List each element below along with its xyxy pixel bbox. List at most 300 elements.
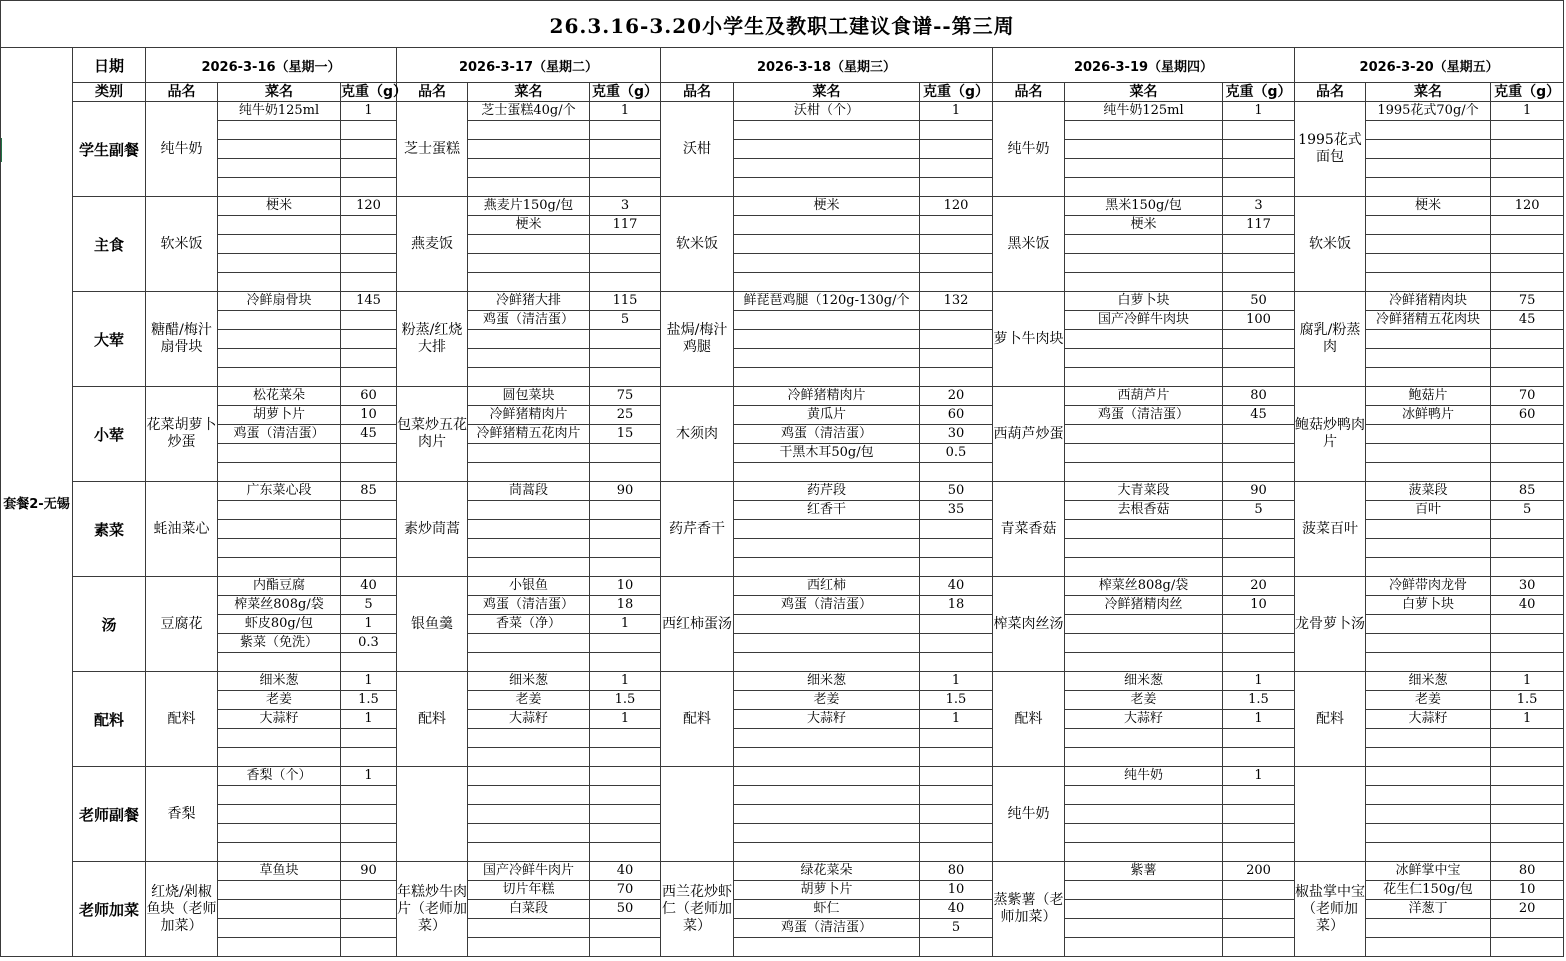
- ingredient-weight: [341, 349, 397, 368]
- ingredient-weight: [1223, 881, 1295, 900]
- menu-row: [1, 102, 1564, 121]
- dish-name: 菠菜百叶: [1295, 482, 1366, 577]
- dish-name: 豆腐花: [146, 577, 218, 672]
- ingredient-weight: [590, 349, 661, 368]
- ingredient-name: 冷鲜猪精肉片: [468, 406, 590, 425]
- ingredient-weight: 10: [920, 881, 993, 900]
- ingredient-name: 西红柿: [734, 577, 920, 596]
- column-header-dish: 品名: [146, 83, 218, 102]
- ingredient-name: 细米葱: [1366, 672, 1491, 691]
- ingredient-name: 梗米: [734, 197, 920, 216]
- ingredient-name: [1366, 558, 1491, 577]
- ingredient-name: 冷鲜猪精肉块: [1366, 292, 1491, 311]
- ingredient-name: 老姜: [468, 691, 590, 710]
- ingredient-weight: [1223, 254, 1295, 273]
- ingredient-weight: [1491, 824, 1564, 843]
- ingredient-weight: [920, 824, 993, 843]
- ingredient-name: [218, 520, 341, 539]
- ingredient-weight: 60: [1491, 406, 1564, 425]
- ingredient-name: 紫薯: [1065, 862, 1223, 881]
- ingredient-weight: [341, 900, 397, 919]
- ingredient-weight: [1491, 463, 1564, 482]
- ingredient-name: [468, 273, 590, 292]
- ingredient-weight: [341, 938, 397, 957]
- menu-row: [1, 292, 1564, 311]
- column-header-weight: 克重（g）: [590, 83, 661, 102]
- ingredient-weight: 18: [920, 596, 993, 615]
- date-header-wed: 2026-3-18（星期三）: [661, 48, 993, 83]
- ingredient-weight: 1: [920, 102, 993, 121]
- ingredient-name: [734, 368, 920, 387]
- ingredient-name: 老姜: [1366, 691, 1491, 710]
- ingredient-weight: 1: [920, 710, 993, 729]
- ingredient-weight: 1: [1223, 672, 1295, 691]
- category-label: 配料: [73, 672, 146, 767]
- ingredient-name: [734, 558, 920, 577]
- ingredient-name: [734, 311, 920, 330]
- ingredient-weight: 1: [341, 102, 397, 121]
- ingredient-weight: 35: [920, 501, 993, 520]
- ingredient-name: 老姜: [734, 691, 920, 710]
- ingredient-weight: [590, 805, 661, 824]
- ingredient-weight: [1491, 368, 1564, 387]
- ingredient-name: [468, 748, 590, 767]
- ingredient-name: 大蒜籽: [1065, 710, 1223, 729]
- ingredient-name: 鸡蛋（清洁蛋）: [1065, 406, 1223, 425]
- category-label: 小荤: [73, 387, 146, 482]
- ingredient-weight: [920, 634, 993, 653]
- ingredient-name: [1366, 140, 1491, 159]
- column-header-dish: 品名: [1295, 83, 1366, 102]
- ingredient-weight: [920, 311, 993, 330]
- ingredient-name: [1065, 900, 1223, 919]
- ingredient-name: 花生仁150g/包: [1366, 881, 1491, 900]
- ingredient-weight: 60: [341, 387, 397, 406]
- ingredient-name: [218, 368, 341, 387]
- dish-name: 燕麦饭: [397, 197, 468, 292]
- ingredient-name: [468, 121, 590, 140]
- ingredient-weight: 1: [1491, 672, 1564, 691]
- ingredient-name: [1366, 216, 1491, 235]
- ingredient-weight: [920, 216, 993, 235]
- dish-name: 红烧/剁椒鱼块（老师加菜）: [146, 862, 218, 957]
- ingredient-weight: [341, 729, 397, 748]
- ingredient-name: [468, 140, 590, 159]
- dish-name: 花菜胡萝卜炒蛋: [146, 387, 218, 482]
- ingredient-name: 黑米150g/包: [1065, 197, 1223, 216]
- ingredient-name: [734, 216, 920, 235]
- ingredient-name: [1065, 349, 1223, 368]
- dish-name: 纯牛奶: [993, 102, 1065, 197]
- ingredient-name: [734, 824, 920, 843]
- ingredient-name: [468, 349, 590, 368]
- ingredient-name: [218, 558, 341, 577]
- ingredient-weight: [920, 520, 993, 539]
- column-header-dish: 品名: [397, 83, 468, 102]
- ingredient-weight: [1491, 235, 1564, 254]
- ingredient-name: [468, 558, 590, 577]
- ingredient-name: [1366, 634, 1491, 653]
- dish-name: 西兰花炒虾仁（老师加菜）: [661, 862, 734, 957]
- dish-name: 糖醋/梅汁扇骨块: [146, 292, 218, 387]
- set-label-wrap: [1, 493, 72, 512]
- ingredient-name: [1366, 235, 1491, 254]
- ingredient-weight: [341, 843, 397, 862]
- ingredient-name: 大蒜籽: [1366, 710, 1491, 729]
- dish-name: [1295, 767, 1366, 862]
- ingredient-weight: [1491, 558, 1564, 577]
- ingredient-name: [1065, 919, 1223, 938]
- dish-name: 芝士蛋糕: [397, 102, 468, 197]
- ingredient-weight: 1: [341, 710, 397, 729]
- ingredient-name: 大蒜籽: [218, 710, 341, 729]
- dish-name: 粉蒸/红烧大排: [397, 292, 468, 387]
- ingredient-name: [468, 330, 590, 349]
- ingredient-weight: [341, 273, 397, 292]
- ingredient-name: [218, 254, 341, 273]
- ingredient-weight: [920, 843, 993, 862]
- ingredient-name: 纯牛奶125ml: [218, 102, 341, 121]
- ingredient-name: [218, 786, 341, 805]
- ingredient-weight: [1223, 330, 1295, 349]
- ingredient-weight: 40: [590, 862, 661, 881]
- ingredient-weight: [920, 159, 993, 178]
- ingredient-name: 芝士蛋糕40g/个: [468, 102, 590, 121]
- ingredient-name: [1065, 634, 1223, 653]
- ingredient-name: [734, 520, 920, 539]
- ingredient-name: 细米葱: [468, 672, 590, 691]
- ingredient-name: 百叶: [1366, 501, 1491, 520]
- ingredient-name: 梗米: [218, 197, 341, 216]
- date-header-mon: 2026-3-16（星期一）: [146, 48, 397, 83]
- date-header-row: [1, 48, 1564, 83]
- ingredient-name: 香菜（净）: [468, 615, 590, 634]
- ingredient-weight: 50: [590, 900, 661, 919]
- ingredient-name: [218, 311, 341, 330]
- ingredient-name: 1995花式70g/个: [1366, 102, 1491, 121]
- ingredient-name: [1065, 121, 1223, 140]
- ingredient-name: [1366, 349, 1491, 368]
- ingredient-weight: [1223, 178, 1295, 197]
- ingredient-name: [1366, 330, 1491, 349]
- title-row: [1, 1, 1564, 48]
- menu-row: [1, 767, 1564, 786]
- ingredient-name: [1366, 254, 1491, 273]
- ingredient-weight: [341, 254, 397, 273]
- dish-name: 软米饭: [661, 197, 734, 292]
- ingredient-name: [1065, 235, 1223, 254]
- ingredient-name: [218, 159, 341, 178]
- ingredient-weight: [1223, 919, 1295, 938]
- ingredient-weight: [590, 178, 661, 197]
- ingredient-weight: 20: [1491, 900, 1564, 919]
- ingredient-weight: 80: [920, 862, 993, 881]
- ingredient-weight: 1: [1491, 102, 1564, 121]
- ingredient-name: [218, 881, 341, 900]
- category-label: 素菜: [73, 482, 146, 577]
- ingredient-name: [1366, 368, 1491, 387]
- ingredient-weight: [590, 729, 661, 748]
- ingredient-weight: 117: [590, 216, 661, 235]
- ingredient-weight: 75: [590, 387, 661, 406]
- ingredient-name: [1366, 938, 1491, 957]
- dish-name: 配料: [146, 672, 218, 767]
- ingredient-weight: [1223, 463, 1295, 482]
- ingredient-weight: [590, 938, 661, 957]
- ingredient-name: [1366, 159, 1491, 178]
- ingredient-name: 鲍菇片: [1366, 387, 1491, 406]
- ingredient-weight: [590, 501, 661, 520]
- ingredient-name: 鸡蛋（清洁蛋）: [468, 596, 590, 615]
- ingredient-weight: [1223, 729, 1295, 748]
- dish-name: 盐焗/梅汁鸡腿: [661, 292, 734, 387]
- ingredient-weight: [920, 539, 993, 558]
- ingredient-name: [734, 938, 920, 957]
- ingredient-weight: 70: [1491, 387, 1564, 406]
- ingredient-name: 鲜琵琶鸡腿（120g-130g/个: [734, 292, 920, 311]
- ingredient-weight: [1223, 653, 1295, 672]
- menu-row: [1, 197, 1564, 216]
- ingredient-name: [218, 273, 341, 292]
- dish-name: 纯牛奶: [146, 102, 218, 197]
- ingredient-name: 大蒜籽: [734, 710, 920, 729]
- ingredient-name: 榨菜丝808g/袋: [1065, 577, 1223, 596]
- ingredient-weight: [1223, 843, 1295, 862]
- ingredient-name: [1065, 539, 1223, 558]
- ingredient-weight: [1491, 520, 1564, 539]
- ingredient-name: 松花菜朵: [218, 387, 341, 406]
- ingredient-weight: 30: [920, 425, 993, 444]
- dish-name: 配料: [661, 672, 734, 767]
- ingredient-weight: [590, 159, 661, 178]
- ingredient-name: [734, 159, 920, 178]
- ingredient-name: 草鱼块: [218, 862, 341, 881]
- ingredient-name: [1065, 805, 1223, 824]
- dish-name: [397, 767, 468, 862]
- ingredient-weight: [1223, 273, 1295, 292]
- ingredient-weight: [341, 330, 397, 349]
- ingredient-name: [1366, 805, 1491, 824]
- ingredient-name: 胡萝卜片: [734, 881, 920, 900]
- ingredient-name: [734, 349, 920, 368]
- ingredient-name: [468, 501, 590, 520]
- ingredient-weight: 25: [590, 406, 661, 425]
- ingredient-weight: [1491, 349, 1564, 368]
- ingredient-weight: [1223, 938, 1295, 957]
- ingredient-weight: [590, 273, 661, 292]
- ingredient-name: [468, 444, 590, 463]
- ingredient-name: 纯牛奶125ml: [1065, 102, 1223, 121]
- ingredient-weight: [920, 349, 993, 368]
- ingredient-name: [1366, 843, 1491, 862]
- ingredient-name: 鸡蛋（清洁蛋）: [218, 425, 341, 444]
- ingredient-name: 冰鲜鸭片: [1366, 406, 1491, 425]
- ingredient-name: 细米葱: [218, 672, 341, 691]
- ingredient-name: [1366, 121, 1491, 140]
- date-header-tue: 2026-3-17（星期二）: [397, 48, 661, 83]
- dish-name: 萝卜牛肉块: [993, 292, 1065, 387]
- ingredient-weight: [920, 767, 993, 786]
- menu-row: [1, 672, 1564, 691]
- ingredient-name: 黄瓜片: [734, 406, 920, 425]
- ingredient-weight: [920, 368, 993, 387]
- date-header-fri: 2026-3-20（星期五）: [1295, 48, 1564, 83]
- ingredient-weight: 1.5: [1491, 691, 1564, 710]
- ingredient-weight: [920, 330, 993, 349]
- ingredient-weight: [1223, 349, 1295, 368]
- ingredient-name: 冰鲜掌中宝: [1366, 862, 1491, 881]
- ingredient-weight: 60: [920, 406, 993, 425]
- ingredient-weight: [590, 539, 661, 558]
- ingredient-weight: 0.5: [920, 444, 993, 463]
- ingredient-weight: [1491, 539, 1564, 558]
- ingredient-name: [468, 805, 590, 824]
- ingredient-name: 去根香菇: [1065, 501, 1223, 520]
- ingredient-weight: [1223, 444, 1295, 463]
- ingredient-name: [734, 805, 920, 824]
- dish-name: 西红柿蛋汤: [661, 577, 734, 672]
- column-header-weight: 克重（g）: [1491, 83, 1564, 102]
- ingredient-weight: [920, 121, 993, 140]
- category-label: 老师加菜: [73, 862, 146, 957]
- ingredient-name: 虾仁: [734, 900, 920, 919]
- ingredient-weight: [1491, 273, 1564, 292]
- ingredient-name: 老姜: [1065, 691, 1223, 710]
- ingredient-weight: [1491, 216, 1564, 235]
- ingredient-weight: 5: [920, 919, 993, 938]
- dish-name: 青菜香菇: [993, 482, 1065, 577]
- ingredient-name: [218, 729, 341, 748]
- ingredient-weight: 90: [341, 862, 397, 881]
- column-header-dish: 品名: [993, 83, 1065, 102]
- ingredient-name: [1065, 786, 1223, 805]
- ingredient-name: [1065, 881, 1223, 900]
- ingredient-weight: [341, 824, 397, 843]
- ingredient-weight: [1223, 900, 1295, 919]
- ingredient-name: 鸡蛋（清洁蛋）: [734, 425, 920, 444]
- ingredient-weight: [1491, 805, 1564, 824]
- ingredient-weight: 40: [341, 577, 397, 596]
- ingredient-weight: [920, 273, 993, 292]
- ingredient-name: [1366, 178, 1491, 197]
- ingredient-weight: [1491, 140, 1564, 159]
- ingredient-weight: 120: [341, 197, 397, 216]
- ingredient-weight: 75: [1491, 292, 1564, 311]
- ingredient-name: [218, 653, 341, 672]
- ingredient-name: 榨菜丝808g/袋: [218, 596, 341, 615]
- ingredient-weight: [1223, 615, 1295, 634]
- ingredient-weight: 45: [1223, 406, 1295, 425]
- ingredient-name: [1366, 444, 1491, 463]
- ingredient-name: 干黑木耳50g/包: [734, 444, 920, 463]
- ingredient-weight: [1223, 558, 1295, 577]
- ingredient-name: 鸡蛋（清洁蛋）: [468, 311, 590, 330]
- ingredient-weight: [590, 140, 661, 159]
- ingredient-weight: 10: [1223, 596, 1295, 615]
- dish-name: 木须肉: [661, 387, 734, 482]
- ingredient-weight: [590, 748, 661, 767]
- ingredient-weight: 50: [1223, 292, 1295, 311]
- category-label: 汤: [73, 577, 146, 672]
- dish-name: 配料: [993, 672, 1065, 767]
- dish-name: 软米饭: [1295, 197, 1366, 292]
- ingredient-name: [218, 501, 341, 520]
- ingredient-weight: 115: [590, 292, 661, 311]
- ingredient-name: 内酯豆腐: [218, 577, 341, 596]
- ingredient-name: [468, 520, 590, 539]
- ingredient-name: 冷鲜带肉龙骨: [1366, 577, 1491, 596]
- ingredient-name: [1366, 653, 1491, 672]
- ingredient-weight: 15: [590, 425, 661, 444]
- date-header-thu: 2026-3-19（星期四）: [993, 48, 1295, 83]
- ingredient-weight: [590, 444, 661, 463]
- ingredient-name: [468, 178, 590, 197]
- ingredient-weight: 1: [1491, 710, 1564, 729]
- ingredient-name: [468, 767, 590, 786]
- ingredient-weight: [590, 235, 661, 254]
- ingredient-weight: 5: [590, 311, 661, 330]
- ingredient-name: [1065, 178, 1223, 197]
- ingredient-name: [734, 729, 920, 748]
- dish-name: 包菜炒五花肉片: [397, 387, 468, 482]
- dish-name: 银鱼羹: [397, 577, 468, 672]
- ingredient-weight: 85: [1491, 482, 1564, 501]
- ingredient-weight: 1: [590, 672, 661, 691]
- ingredient-weight: 1: [1223, 102, 1295, 121]
- menu-row: [1, 577, 1564, 596]
- page-title: 26.3.16-3.20小学生及教职工建议食谱--第三周: [1, 1, 1564, 48]
- ingredient-weight: 5: [1223, 501, 1295, 520]
- category-label: 学生副餐: [73, 102, 146, 197]
- ingredient-name: [468, 653, 590, 672]
- ingredient-name: [734, 273, 920, 292]
- ingredient-weight: [341, 140, 397, 159]
- ingredient-name: [468, 729, 590, 748]
- ingredient-name: [1065, 938, 1223, 957]
- menu-row: [1, 862, 1564, 881]
- ingredient-name: [1065, 140, 1223, 159]
- dish-name: 沃柑: [661, 102, 734, 197]
- ingredient-weight: 1: [590, 615, 661, 634]
- ingredient-weight: [590, 254, 661, 273]
- ingredient-weight: [590, 634, 661, 653]
- ingredient-name: [1366, 786, 1491, 805]
- ingredient-name: [734, 235, 920, 254]
- ingredient-name: 鸡蛋（清洁蛋）: [734, 919, 920, 938]
- ingredient-weight: 20: [920, 387, 993, 406]
- ingredient-weight: [341, 311, 397, 330]
- ingredient-weight: 90: [1223, 482, 1295, 501]
- ingredient-weight: 117: [1223, 216, 1295, 235]
- ingredient-name: 菠菜段: [1366, 482, 1491, 501]
- ingredient-weight: [341, 444, 397, 463]
- ingredient-name: [1366, 748, 1491, 767]
- ingredient-weight: [590, 653, 661, 672]
- ingredient-name: 绿花菜朵: [734, 862, 920, 881]
- ingredient-weight: [1223, 824, 1295, 843]
- ingredient-weight: 10: [341, 406, 397, 425]
- ingredient-name: [1065, 615, 1223, 634]
- dish-name: 椒盐掌中宝（老师加菜）: [1295, 862, 1366, 957]
- set-label: 套餐2-无锡: [3, 496, 70, 512]
- dish-name: 蒸紫薯（老师加菜）: [993, 862, 1065, 957]
- ingredient-weight: [1491, 254, 1564, 273]
- dish-name: 西葫芦炒蛋: [993, 387, 1065, 482]
- ingredient-name: [1366, 919, 1491, 938]
- ingredient-name: [1065, 729, 1223, 748]
- column-header-ingredient: 菜名: [468, 83, 590, 102]
- ingredient-name: [218, 919, 341, 938]
